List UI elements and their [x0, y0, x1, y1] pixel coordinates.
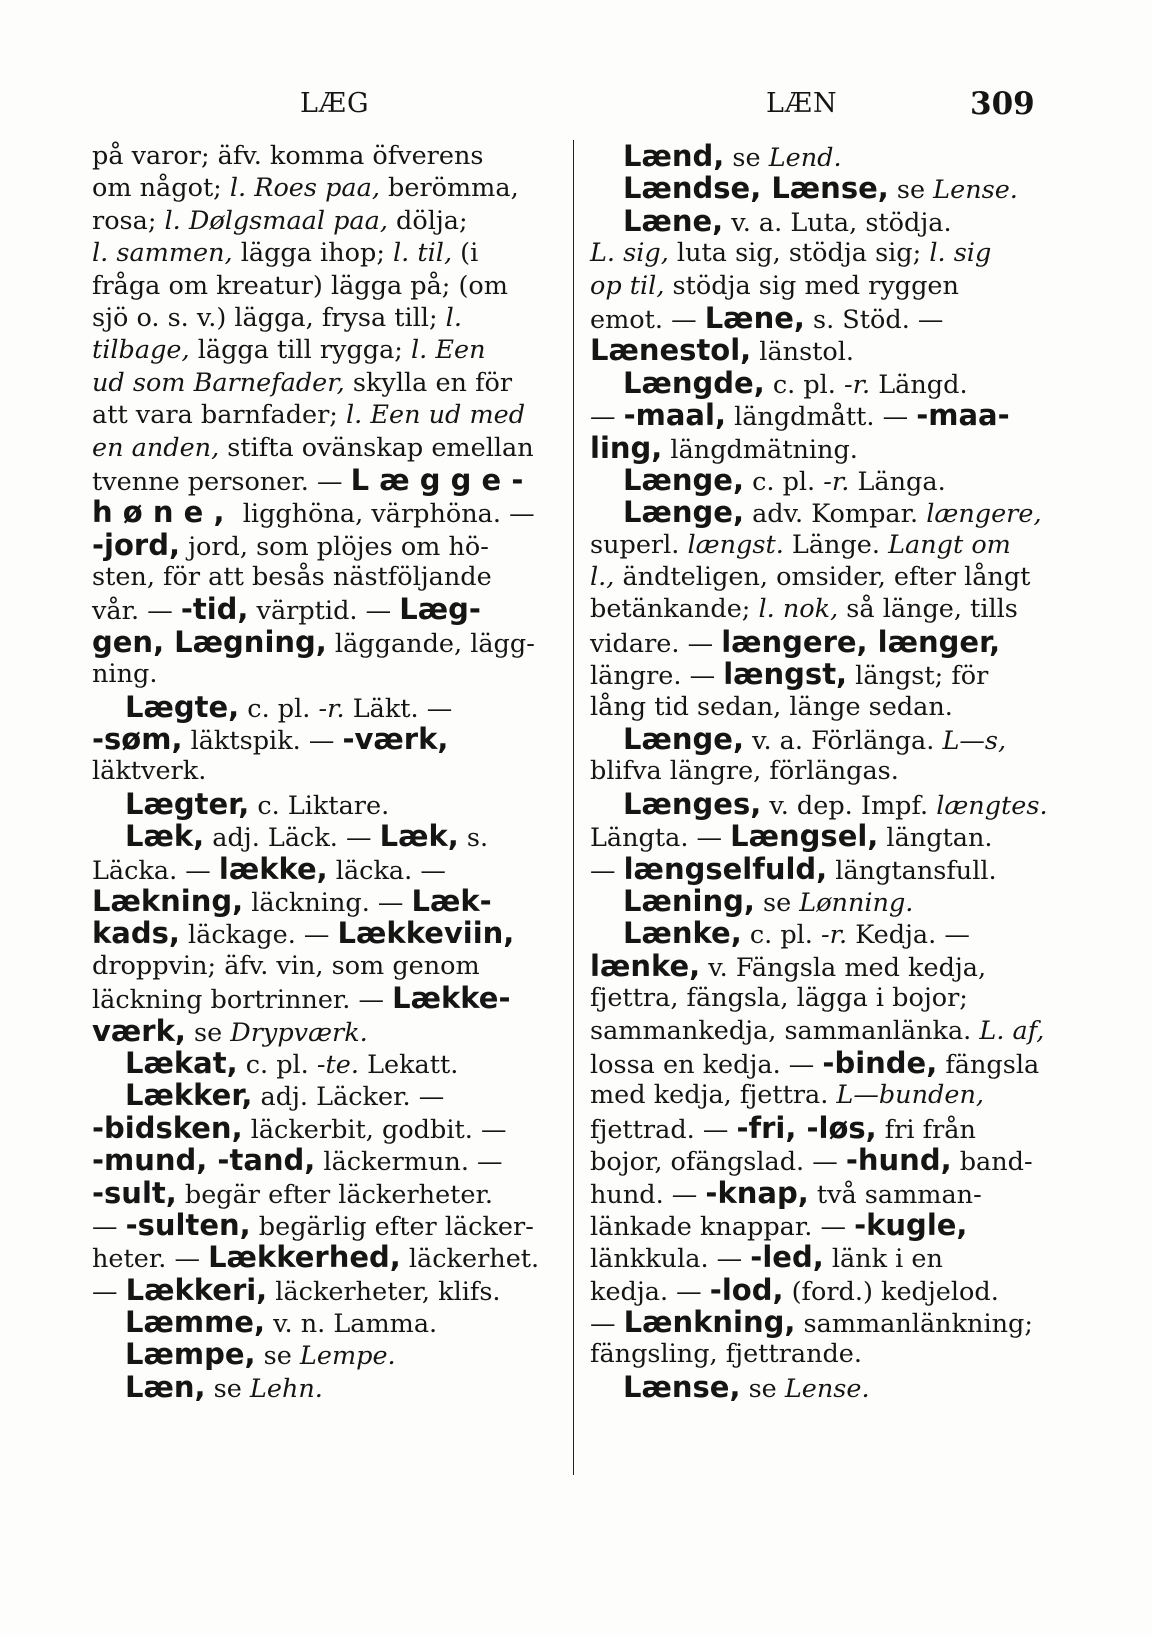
- text-line: [92, 237, 562, 269]
- headword: Læmpe,: [125, 1337, 256, 1372]
- body-text: fråga om kreatur) lägga på; (om: [92, 270, 508, 301]
- text-line: [590, 432, 1060, 464]
- italic-text: Lend.: [768, 143, 842, 173]
- text-line: [92, 1112, 562, 1144]
- body-text: —: [590, 1309, 624, 1340]
- text-line: [590, 496, 1060, 528]
- headword: længere, længer,: [721, 624, 1001, 659]
- body-text: se: [740, 1373, 785, 1404]
- body-text: tvenne personer. —: [92, 466, 351, 497]
- body-text: v. a. Förlänga.: [743, 726, 943, 757]
- headword: Lækkeri,: [125, 1272, 268, 1307]
- headword: Længes,: [623, 786, 762, 821]
- text-line: [92, 658, 562, 690]
- italic-text: Lønning.: [799, 887, 914, 918]
- headword: længst,: [723, 657, 848, 692]
- text-line: [590, 302, 1060, 334]
- body-text: att vara barnfader;: [92, 400, 346, 431]
- text-line: [92, 1371, 562, 1403]
- body-text: läckermun. —: [315, 1147, 503, 1178]
- headword: Lænkning,: [623, 1305, 796, 1340]
- body-text: berömma,: [379, 173, 519, 204]
- body-text: se: [255, 1341, 300, 1372]
- text-line: [590, 172, 1060, 204]
- headword: længselfuld,: [623, 851, 828, 886]
- text-line: [590, 917, 1060, 949]
- body-text: stifta ovänskap emellan: [219, 432, 534, 463]
- headword: -sulten,: [125, 1207, 251, 1242]
- italic-text: Lense.: [784, 1373, 870, 1404]
- text-line: [92, 464, 562, 496]
- headword: -sult,: [92, 1175, 177, 1210]
- text-line: [92, 334, 562, 366]
- italic-text: -te.: [316, 1049, 359, 1080]
- body-text: se: [754, 887, 800, 918]
- text-line: [590, 691, 1060, 723]
- body-text: begär efter läckerheter.: [176, 1179, 493, 1210]
- text-line: [590, 1241, 1060, 1273]
- headword: Lægte,: [125, 689, 240, 724]
- text-line: [590, 464, 1060, 496]
- body-text: se: [888, 175, 934, 206]
- body-text: länkkula. —: [590, 1244, 751, 1275]
- body-text: lägga till rygga;: [189, 335, 411, 366]
- body-text: dölja;: [387, 205, 468, 236]
- body-text: (ford.) kedjelod.: [783, 1276, 999, 1307]
- body-text: läckning bortrinner. —: [92, 985, 393, 1016]
- body-text: begärlig efter läcker-: [250, 1211, 534, 1242]
- text-line: [92, 1306, 562, 1338]
- text-line: [92, 140, 562, 172]
- text-line: [92, 885, 562, 917]
- headword: Læne,: [704, 300, 805, 335]
- body-text: (i: [452, 238, 479, 269]
- body-text: värptid. —: [248, 596, 400, 627]
- text-line: [590, 820, 1060, 852]
- headword: Lænke,: [623, 916, 742, 951]
- text-line: [590, 626, 1060, 658]
- headword: Læggе-: [350, 462, 534, 497]
- body-text: läktspik. —: [182, 726, 343, 757]
- body-text: jord, som plöjes om hö-: [179, 531, 489, 562]
- body-text: Läkt. —: [344, 693, 453, 724]
- italic-text: længst.: [687, 529, 784, 560]
- body-text: längst; för: [847, 661, 989, 692]
- text-line: [590, 950, 1060, 982]
- right-guide-word: LÆN: [766, 88, 838, 119]
- text-line: [92, 820, 562, 852]
- text-line: [590, 561, 1060, 593]
- text-line: [92, 1209, 562, 1241]
- headword: Lække-: [392, 981, 511, 1016]
- text-line: [590, 755, 1060, 787]
- italic-text: ud som Barnefader,: [92, 367, 345, 398]
- body-text: så länge, tills: [838, 594, 1018, 625]
- italic-text: L—s,: [942, 726, 1007, 757]
- body-text: läckerhet.: [400, 1244, 540, 1275]
- headword: Læning,: [623, 883, 755, 918]
- headword: -hund,: [845, 1143, 952, 1178]
- italic-text: l. Dølgsmaal paa,: [164, 205, 388, 236]
- headword: Længe,: [623, 722, 744, 757]
- text-line: [590, 1306, 1060, 1338]
- text-line: [92, 432, 562, 464]
- body-text: länk i en: [823, 1244, 943, 1275]
- headword: -bidsken,: [92, 1110, 243, 1145]
- body-text: läktverk.: [92, 756, 207, 787]
- text-line: [92, 172, 562, 204]
- body-text: s.: [458, 823, 489, 854]
- body-text: v. a. Luta, stödja.: [723, 207, 952, 238]
- text-line: [92, 626, 562, 658]
- italic-text: L—bunden,: [836, 1080, 984, 1111]
- text-line: [590, 1177, 1060, 1209]
- text-line: [590, 982, 1060, 1014]
- body-text: länkade knappar. —: [590, 1211, 855, 1242]
- body-text: c. pl.: [237, 1049, 317, 1080]
- body-text: c. pl.: [764, 369, 845, 400]
- body-text: emot. —: [590, 304, 705, 335]
- body-text: c. Liktare.: [249, 790, 390, 821]
- body-text: —: [92, 1211, 126, 1242]
- italic-text: l.,: [590, 562, 615, 593]
- headword: gen, Lægning,: [92, 624, 327, 659]
- headword: Læk,: [379, 819, 459, 854]
- text-line: [590, 658, 1060, 690]
- text-line: [590, 1079, 1060, 1111]
- body-text: läckerheter, klifs.: [267, 1276, 501, 1307]
- body-text: om något;: [92, 173, 230, 204]
- text-line: [590, 1015, 1060, 1047]
- text-line: [590, 1274, 1060, 1306]
- body-text: adj. Läcker. —: [252, 1082, 445, 1113]
- headword: Læmme,: [125, 1305, 265, 1340]
- headword: Læg-: [399, 592, 481, 627]
- headword: Lækat,: [125, 1045, 238, 1080]
- body-text: Längta. —: [590, 823, 731, 854]
- body-text: Lekatt.: [358, 1049, 459, 1080]
- text-line: [92, 982, 562, 1014]
- page-header: [0, 88, 1152, 128]
- body-text: längtan.: [878, 823, 993, 854]
- body-text: fängsla: [937, 1049, 1040, 1080]
- body-text: superl.: [590, 529, 688, 560]
- body-text: länstol.: [751, 337, 855, 368]
- body-text: ligghöna, värphöna. —: [234, 499, 535, 530]
- text-line: [590, 529, 1060, 561]
- body-text: ning.: [92, 659, 158, 690]
- headword: -led,: [750, 1240, 824, 1275]
- body-text: bojor, ofängslad. —: [590, 1147, 846, 1178]
- headword: værk,: [92, 1013, 186, 1048]
- body-text: v. n. Lamma.: [265, 1309, 438, 1340]
- italic-text: -r.: [318, 693, 345, 724]
- text-line: [590, 140, 1060, 172]
- italic-text: l. til,: [393, 238, 453, 269]
- body-text: sjö o. s. v.) lägga, frysa till;: [92, 302, 446, 333]
- text-line: [92, 561, 562, 593]
- headword: Lækker,: [125, 1078, 253, 1113]
- text-line: [590, 205, 1060, 237]
- headword: Læn,: [125, 1369, 206, 1404]
- italic-text: L. af,: [979, 1015, 1045, 1046]
- body-text: Länge.: [783, 529, 889, 560]
- text-line: [92, 1274, 562, 1306]
- text-line: [92, 1015, 562, 1047]
- text-line: [92, 1241, 562, 1273]
- headword: Lænd,: [623, 139, 725, 173]
- italic-text: l. Een: [411, 335, 486, 366]
- text-line: [92, 270, 562, 302]
- headword: -maal,: [623, 398, 726, 433]
- body-text: —: [590, 402, 624, 433]
- body-text: betänkande;: [590, 594, 759, 625]
- headword: Længe,: [623, 462, 744, 497]
- italic-text: l. sammen,: [92, 238, 233, 269]
- headword: -knap,: [705, 1175, 809, 1210]
- body-text: blifva längre, förlängas.: [590, 756, 899, 787]
- body-text: —: [590, 855, 624, 886]
- body-text: sammankedja, sammanlänka.: [590, 1015, 980, 1046]
- italic-text: Lehn.: [249, 1373, 323, 1404]
- body-text: adv. Kompar.: [743, 499, 927, 530]
- headword: -søm,: [92, 722, 183, 757]
- headword: lække,: [218, 851, 328, 886]
- body-text: stödja sig med ryggen: [664, 270, 959, 301]
- headword: Lændse, Lænse,: [623, 171, 889, 206]
- body-text: heter. —: [92, 1244, 209, 1275]
- body-text: vidare. —: [590, 628, 722, 659]
- text-line: [92, 1144, 562, 1176]
- body-text: se: [185, 1017, 231, 1048]
- page-number: 309: [970, 86, 1035, 122]
- body-text: c. pl.: [743, 466, 824, 497]
- text-line: [92, 529, 562, 561]
- body-text: s. Stöd. —: [804, 304, 944, 335]
- headword: lænke,: [590, 948, 701, 983]
- headword: Længsel,: [730, 819, 879, 854]
- text-line: [590, 1338, 1060, 1370]
- headword: -maa-: [916, 398, 1010, 433]
- text-line: [590, 885, 1060, 917]
- headword: -jord,: [92, 527, 180, 562]
- italic-text: en anden,: [92, 432, 220, 463]
- text-line: [590, 367, 1060, 399]
- text-line: [590, 1112, 1060, 1144]
- headword: -værk,: [342, 722, 449, 757]
- body-text: Länga.: [849, 466, 946, 497]
- body-text: adj. Läck. —: [204, 823, 380, 854]
- italic-text: l. nok,: [758, 594, 839, 625]
- left-column: [92, 140, 562, 1403]
- text-line: [590, 593, 1060, 625]
- text-line: [92, 917, 562, 949]
- column-divider: [573, 140, 574, 1475]
- headword: høne,: [92, 495, 235, 530]
- text-line: [590, 1047, 1060, 1079]
- text-line: [92, 302, 562, 334]
- headword: Læk,: [125, 819, 205, 854]
- text-line: [590, 334, 1060, 366]
- body-text: droppvin; äfv. vin, som genom: [92, 950, 480, 981]
- text-line: [92, 853, 562, 885]
- body-text: fri från: [876, 1114, 976, 1145]
- italic-text: Langt om: [888, 529, 1011, 560]
- text-line: [590, 788, 1060, 820]
- headword: -mund, -tand,: [92, 1143, 316, 1178]
- body-text: luta sig, stödja sig;: [668, 238, 930, 269]
- body-text: läggande, lägg-: [326, 628, 535, 659]
- text-line: [590, 1209, 1060, 1241]
- body-text: ändteligen, omsider, efter långt: [614, 562, 1031, 593]
- body-text: längtansfull.: [827, 855, 997, 886]
- text-line: [92, 1079, 562, 1111]
- body-text: v. dep. Impf.: [761, 790, 937, 821]
- body-text: med kedja, fjettra.: [590, 1080, 837, 1111]
- text-line: [92, 205, 562, 237]
- text-line: [92, 1177, 562, 1209]
- body-text: på varor; äfv. komma öfverens: [92, 141, 484, 171]
- body-text: Kedja. —: [847, 920, 970, 951]
- headword: Længde,: [623, 365, 765, 400]
- body-text: fjettra, fängsla, lägga i bojor;: [590, 983, 968, 1014]
- text-line: [92, 950, 562, 982]
- headword: Læne,: [623, 203, 724, 238]
- headword: Lægter,: [125, 786, 250, 821]
- text-line: [590, 723, 1060, 755]
- body-text: —: [92, 1276, 126, 1307]
- body-text: fängsling, fjettrande.: [590, 1339, 863, 1370]
- italic-text: L. sig,: [590, 238, 669, 269]
- headword: Lækkeviin,: [337, 916, 515, 951]
- text-line: [92, 755, 562, 787]
- headword: -lod,: [709, 1272, 784, 1307]
- body-text: rosa;: [92, 205, 165, 236]
- body-text: band-: [951, 1147, 1033, 1178]
- body-text: skylla en för: [344, 367, 513, 398]
- body-text: v. Fängsla med kedja,: [700, 952, 987, 983]
- body-text: sammanlänkning;: [795, 1309, 1033, 1340]
- body-text: Läcka. —: [92, 855, 219, 886]
- italic-text: længere,: [926, 499, 1042, 530]
- headword: Læk-: [411, 883, 492, 918]
- body-text: vår. —: [92, 596, 181, 627]
- headword: -tid,: [180, 592, 249, 627]
- body-text: c. pl.: [239, 693, 319, 724]
- body-text: c. pl.: [741, 920, 822, 951]
- italic-text: l. Een ud med: [346, 400, 526, 431]
- body-text: lång tid sedan, länge sedan.: [590, 691, 953, 722]
- body-text: två samman-: [808, 1179, 982, 1210]
- body-text: sten, för att besås nästföljande: [92, 562, 492, 593]
- left-guide-word: LÆG: [300, 88, 370, 119]
- italic-text: Lense.: [933, 175, 1018, 206]
- text-line: [92, 1047, 562, 1079]
- text-line: [590, 399, 1060, 431]
- headword: Lækkerhed,: [208, 1240, 401, 1275]
- text-line: [92, 788, 562, 820]
- italic-text: l.: [445, 302, 462, 333]
- body-text: läckage. —: [179, 920, 338, 951]
- headword: Lænestol,: [590, 333, 752, 368]
- text-line: [590, 1371, 1060, 1403]
- text-line: [92, 593, 562, 625]
- body-text: längdmätning.: [662, 434, 858, 465]
- body-text: längdmått. —: [725, 402, 917, 433]
- italic-text: Drypværk.: [230, 1017, 368, 1048]
- text-line: [590, 237, 1060, 269]
- text-line: [92, 723, 562, 755]
- body-text: se: [724, 143, 769, 173]
- headword: -fri, -løs,: [736, 1110, 877, 1145]
- headword: -binde,: [822, 1045, 938, 1080]
- headword: kads,: [92, 916, 180, 951]
- text-line: [590, 1144, 1060, 1176]
- body-text: fjettrad. —: [590, 1114, 737, 1145]
- headword: ling,: [590, 430, 663, 465]
- italic-text: -r.: [823, 466, 850, 497]
- headword: Længe,: [623, 495, 744, 530]
- italic-text: op til,: [590, 270, 665, 301]
- body-text: se: [205, 1373, 250, 1404]
- text-line: [92, 1338, 562, 1370]
- text-line: [92, 399, 562, 431]
- headword: Lækning,: [92, 883, 244, 918]
- italic-text: l. Roes paa,: [229, 173, 380, 204]
- italic-text: tilbage,: [92, 335, 190, 366]
- body-text: längre. —: [590, 661, 724, 692]
- italic-text: -r.: [821, 920, 848, 951]
- right-column: [590, 140, 1060, 1403]
- text-line: [92, 496, 562, 528]
- italic-text: -r.: [844, 369, 871, 400]
- body-text: läckning. —: [243, 887, 412, 918]
- body-text: Längd.: [870, 369, 968, 400]
- headword: -kugle,: [854, 1207, 968, 1242]
- body-text: kedja. —: [590, 1276, 710, 1307]
- body-text: läckerbit, godbit. —: [242, 1114, 507, 1145]
- body-text: lägga ihop;: [232, 238, 394, 269]
- italic-text: l. sig: [929, 238, 992, 269]
- body-text: läcka. —: [327, 855, 446, 886]
- text-line: [92, 691, 562, 723]
- text-line: [590, 270, 1060, 302]
- body-text: hund. —: [590, 1179, 706, 1210]
- headword: Lænse,: [623, 1369, 741, 1404]
- body-text: lossa en kedja. —: [590, 1049, 823, 1080]
- text-line: [92, 367, 562, 399]
- text-line: [590, 853, 1060, 885]
- italic-text: Lempe.: [299, 1341, 396, 1372]
- italic-text: længtes.: [936, 790, 1048, 821]
